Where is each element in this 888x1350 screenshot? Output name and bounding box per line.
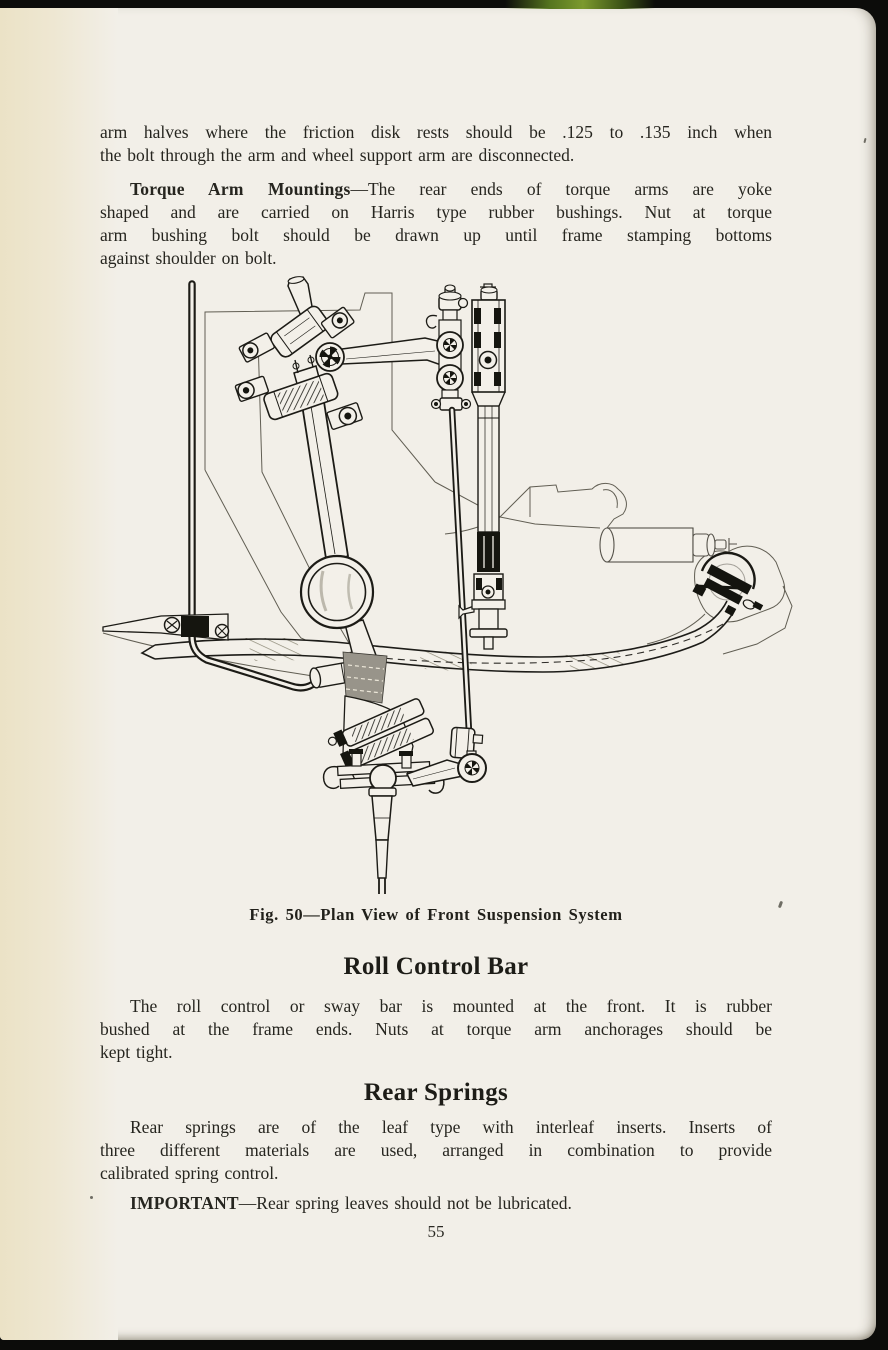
yoke-plate	[327, 402, 363, 430]
damper-dark-band	[477, 532, 500, 572]
section-heading-rear-springs: Rear Springs	[363, 1079, 509, 1106]
coil-spring-seat	[301, 556, 373, 628]
paragraph-lead: Torque Arm Mountings	[130, 179, 351, 199]
text-line: —The rear ends of torque arms are yoke	[350, 179, 773, 199]
paragraph-rear-springs	[100, 1116, 772, 1185]
important-lead: IMPORTANT	[130, 1193, 239, 1213]
steering-arm	[342, 338, 444, 366]
bracket-bolt	[216, 625, 229, 638]
scan-speck	[863, 138, 866, 143]
kingpin-tip	[379, 878, 385, 894]
scan-speck	[778, 901, 783, 909]
spring-clip-hook	[324, 767, 339, 789]
figure-caption: Fig. 50—Plan View of Front Suspension System	[249, 905, 623, 924]
text-line: arm halves where the friction disk rests should be .125 to .135 inch when	[100, 122, 772, 142]
yoke-plate	[239, 333, 275, 363]
book-page	[0, 8, 876, 1340]
leaf-spring	[142, 601, 735, 672]
bracket-bolt	[165, 618, 180, 633]
suspension-plan-view-drawing	[95, 276, 795, 901]
text-line: against shoulder on bolt.	[100, 248, 277, 268]
yoke-plate	[321, 307, 355, 339]
scanner-edge-green-streak	[505, 0, 655, 9]
steering-damper	[459, 284, 507, 649]
figure-50-illustration	[95, 276, 795, 901]
text-line: arm bushing bolt should be drawn up until frame stamping bottoms	[100, 225, 772, 245]
text-line	[100, 1192, 772, 1215]
text-line: —Rear spring leaves should not be lubricated.	[238, 1193, 572, 1213]
text-line	[100, 178, 772, 201]
page-number: 55	[427, 1222, 445, 1241]
section-heading-roll-control-bar: Roll Control Bar	[343, 953, 529, 980]
kingpin-boss	[370, 765, 396, 791]
paragraph-torque-arm-mountings	[100, 178, 772, 270]
ball-stud-housing	[437, 365, 463, 391]
text-line: Rear springs are of the leaf type with interleaf inserts. Inserts of	[130, 1117, 772, 1137]
scan-speck	[90, 1196, 93, 1199]
text-line: three different materials are used, arranged in combination to provide	[100, 1140, 772, 1160]
paragraph-friction-disk	[100, 121, 772, 167]
bar-clamp-block	[181, 616, 209, 637]
text-line: bushed at the frame ends. Nuts at torque arm anchorages should be	[100, 1019, 772, 1039]
text-line: calibrated spring control.	[100, 1163, 279, 1183]
text-line: The roll control or sway bar is mounted at the front. It is rubber	[130, 996, 772, 1016]
spring-hatch-patch	[245, 638, 305, 661]
text-line: shaped and are carried on Harris type rubber bushings. Nut at torque	[100, 202, 772, 222]
paragraph-roll-control-bar	[100, 995, 772, 1064]
text-line: the bolt through the arm and wheel support arm are disconnected.	[100, 145, 575, 165]
text-line: kept tight.	[100, 1042, 173, 1062]
important-note	[100, 1192, 772, 1215]
shock-absorber-outline	[600, 528, 737, 562]
arm-pivot-hub	[316, 343, 344, 371]
ball-stud-housing	[437, 332, 463, 358]
